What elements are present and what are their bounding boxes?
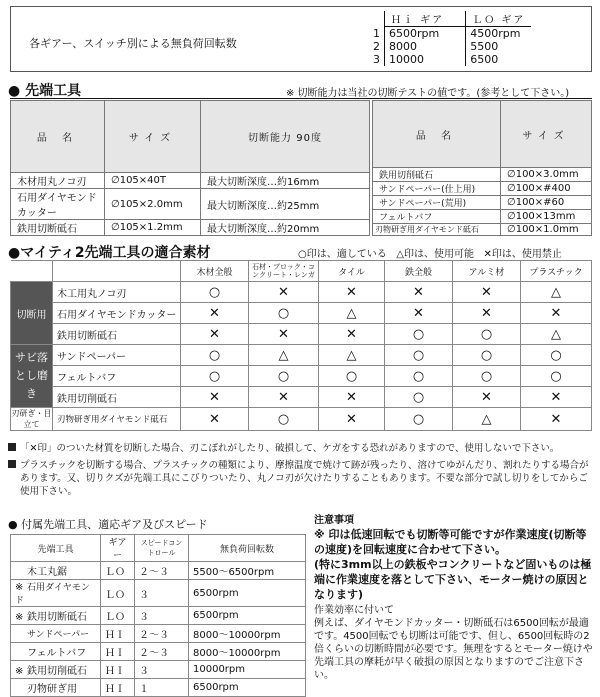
- acc-speed: ３: [135, 580, 189, 607]
- compat-mark: ○: [385, 366, 453, 387]
- acc-speed: ３: [135, 661, 189, 679]
- tool-size: ∅105×40T: [105, 173, 201, 189]
- acc-name-cell: [11, 679, 101, 697]
- compat-mark: △: [319, 345, 385, 366]
- blank-cell: [53, 261, 181, 282]
- col-header: 先端工具: [11, 535, 101, 562]
- col-header: サイズ: [105, 101, 201, 173]
- tool-size: ∅100×#60: [501, 196, 592, 210]
- acc-speed: ２〜３: [135, 562, 189, 580]
- caution-bold-2: (特に3mm以上の鉄板やコンクリートなど固いものは極端に作業速度を落として下さい、モーター焼けの原因となります): [314, 558, 592, 601]
- acc-rpm: 6500rpm: [189, 607, 306, 625]
- table-row: [11, 607, 306, 625]
- table-row: [11, 324, 592, 345]
- table-row: [11, 580, 306, 607]
- tool-cap: 最大切断深度…約16mm: [201, 173, 370, 189]
- notes: [8, 442, 592, 498]
- speed-row: [369, 40, 531, 53]
- caution-bold-1: ※ 印は低速回転でも切断等可能ですが作業速度(切断等の速度)を回転速度に合わせて下さい。: [314, 528, 587, 556]
- note-text: プラスチックを切断する場合、プラスチックの種類により、摩擦温度で焼けて跡が残ったり、溶けてゆがんだり、割れたりする場合があります。又、切りクズが先端工具にこびりついたり、丸ノコ刃が欠けたりすることもあります。不要な部分で試し切りをしてからご使用下さい。: [20, 460, 589, 497]
- tool-name: フェルトバフ: [53, 366, 181, 387]
- compat-mark: ○: [181, 345, 249, 366]
- acc-gear: ＨＩ: [101, 625, 135, 643]
- compat-mark: △: [521, 324, 592, 345]
- speed-box: [10, 6, 592, 72]
- tool-name: 刃物研ぎ用ダイヤモンド砥石: [53, 408, 181, 431]
- compat-mark: ✕: [453, 387, 521, 408]
- table-row: [11, 366, 592, 387]
- table-row: [11, 173, 370, 189]
- acc-name-cell: [11, 661, 101, 679]
- acc-title: ● 付属先端工具、適応ギア及びスピード: [8, 518, 208, 531]
- col-header: スピードコントロール: [135, 535, 189, 562]
- tool-size: ∅100×13mm: [501, 210, 592, 224]
- compat-mark: ○: [453, 324, 521, 345]
- table-row: [11, 220, 370, 236]
- tool-name: サンドペーパー(仕上用): [373, 182, 501, 196]
- acc-speed: ３: [135, 607, 189, 625]
- compat-mark: ○: [385, 387, 453, 408]
- table-row: [11, 643, 306, 661]
- tool-size: ∅105×1.2mm: [105, 220, 201, 236]
- compat-mark: ✕: [385, 282, 453, 303]
- tools-divider: [10, 98, 592, 99]
- note-item: [8, 459, 592, 498]
- col-header: 木材全般: [181, 261, 249, 282]
- note-text: 「✕印」のついた材質を切断した場合、刃こぼれがしたり、破損して、ケガをする恐れがありますので、使用しないで下さい。: [20, 443, 560, 454]
- acc-gear: ＬＯ: [101, 562, 135, 580]
- acc-name-cell: [11, 580, 101, 607]
- col-header: 品 名: [373, 101, 501, 168]
- compat-legend: [298, 245, 562, 260]
- compat-mark: ○: [521, 345, 592, 366]
- speed-lo: 4500rpm: [466, 27, 532, 41]
- acc-speed: ２〜３: [135, 625, 189, 643]
- compat-table: [10, 260, 592, 431]
- compat-mark: ✕: [453, 282, 521, 303]
- speed-n: 3: [373, 53, 380, 66]
- table-row: [11, 625, 306, 643]
- acc-name-cell: [11, 625, 101, 643]
- lo-header: ＬＯ ギア: [466, 11, 532, 27]
- tool-name: サンドペーパー: [53, 345, 181, 366]
- note-item: [8, 442, 592, 455]
- acc-mark: ※: [15, 666, 24, 677]
- compat-mark: ○: [249, 303, 319, 324]
- compat-mark: ○: [181, 282, 249, 303]
- col-header: アルミ材: [453, 261, 521, 282]
- tool-name: 鉄用切削砥石: [373, 168, 501, 182]
- compat-mark: ✕: [319, 387, 385, 408]
- compat-mark: ✕: [181, 408, 249, 431]
- table-row: [11, 387, 592, 408]
- acc-name: 鉄用切断砥石: [27, 612, 87, 623]
- col-header: ギアー: [101, 535, 135, 562]
- col-header: サイズ: [501, 101, 592, 168]
- col-header: 石材・ブロック・コンクリート・レンガ: [249, 261, 319, 282]
- speed-hi: 10000: [385, 53, 466, 66]
- tool-name: 鉄用切断砥石: [53, 324, 181, 345]
- acc-gear: ＨＩ: [101, 643, 135, 661]
- speed-row: [369, 53, 531, 66]
- acc-rpm: 6500rpm: [189, 679, 306, 697]
- acc-gear: ＨＩ: [101, 679, 135, 697]
- tools-title: ● 先端工具: [8, 83, 82, 99]
- col-header: 鉄全般: [385, 261, 453, 282]
- acc-mark: ※: [15, 582, 24, 593]
- speed-n: 1: [373, 26, 380, 40]
- speed-lo: 5500: [466, 40, 532, 53]
- compat-mark: ✕: [249, 387, 319, 408]
- tools-note: ※ 切断能力は当社の切断テストの値です。(参考として下さい。): [286, 88, 570, 99]
- compat-mark: ✕: [521, 303, 592, 324]
- acc-mark: ※: [15, 612, 24, 623]
- compat-mark: ✕: [319, 408, 385, 431]
- compat-mark: ○: [385, 345, 453, 366]
- compat-mark: ○: [249, 366, 319, 387]
- speed-n: 2: [373, 40, 380, 53]
- tool-name: 鉄用切削砥石: [53, 387, 181, 408]
- acc-rpm: 8000〜10000rpm: [189, 625, 306, 643]
- caution-body: 作業効率に付いて 例えば、ダイヤモンドカッター・切断砥石は6500回転が最適です。4500回転でも切断は可能です、但し、6500回転時の2倍くらいの切断時間が必要です。無理をするとモーター焼けや先端工具の摩耗が早く破損の原因となりますのでご注意下さい。: [314, 605, 593, 681]
- compat-mark: ✕: [249, 282, 319, 303]
- compat-mark: ○: [521, 366, 592, 387]
- acc-name-cell: [11, 607, 101, 625]
- legend-ok: ○印は、適している: [298, 249, 387, 260]
- group-label: サビ落とし磨き: [11, 345, 53, 408]
- compat-mark: ○: [249, 408, 319, 431]
- caution-title: 注意事項: [314, 515, 354, 526]
- blank-cell: [11, 261, 53, 282]
- table-row: [11, 408, 592, 431]
- left-tools-table: [10, 100, 370, 236]
- table-row: [11, 679, 306, 697]
- compat-mark: ○: [385, 408, 453, 431]
- tool-name: 木工用丸ノコ刃: [53, 282, 181, 303]
- acc-gear: ＨＩ: [101, 661, 135, 679]
- compat-mark: ✕: [385, 303, 453, 324]
- compat-mark: △: [453, 408, 521, 431]
- acc-name-cell: [11, 643, 101, 661]
- table-row: [11, 303, 592, 324]
- acc-name: 木工丸鋸: [27, 567, 67, 578]
- table-row: [373, 224, 592, 236]
- compat-mark: △: [319, 303, 385, 324]
- acc-name: フェルトバフ: [27, 648, 87, 659]
- compat-mark: ✕: [319, 282, 385, 303]
- speed-hi: 8000: [385, 40, 466, 53]
- tool-size: ∅100×3.0mm: [501, 168, 592, 182]
- speed-label: 各ギアー、スイッチ別による無負荷回転数: [29, 37, 237, 50]
- tool-name: 石用ダイヤモンドカッター: [11, 189, 105, 220]
- compat-mark: ✕: [521, 387, 592, 408]
- accessories-table: [10, 534, 306, 697]
- compat-mark: ○: [385, 324, 453, 345]
- acc-name-cell: [11, 562, 101, 580]
- compat-mark: ○: [453, 366, 521, 387]
- col-header: プラスチック: [521, 261, 592, 282]
- table-row: [373, 168, 592, 182]
- speed-table: [369, 11, 531, 66]
- acc-speed: ２〜３: [135, 643, 189, 661]
- col-header: 切断能力 90度: [201, 101, 370, 173]
- table-row: [11, 189, 370, 220]
- table-row: [11, 345, 592, 366]
- compat-mark: ○: [319, 366, 385, 387]
- tool-name: フェルトバフ: [373, 210, 501, 224]
- acc-name: サンドペーパー: [27, 630, 90, 640]
- tool-name: 木材用丸ノコ刃: [11, 173, 105, 189]
- right-tools-table: [372, 100, 592, 236]
- speed-lo: 6500: [466, 53, 532, 66]
- compat-mark: ✕: [521, 408, 592, 431]
- col-header: 品 名: [11, 101, 105, 173]
- compat-mark: ✕: [181, 303, 249, 324]
- compat-mark: ✕: [181, 324, 249, 345]
- legend-possible: △印は、使用可能: [396, 249, 474, 260]
- tool-name: 石用ダイヤモンドカッター: [53, 303, 181, 324]
- acc-name: 刃物研ぎ用: [27, 684, 77, 695]
- table-row: [11, 661, 306, 679]
- legend-forbidden: ✕印は、使用禁止: [483, 249, 562, 260]
- table-row: [11, 562, 306, 580]
- group-label: 切断用: [11, 282, 53, 345]
- speed-row: [369, 27, 531, 41]
- tool-size: ∅100×1.0mm: [501, 224, 592, 236]
- acc-speed: １: [135, 679, 189, 697]
- table-row: [373, 210, 592, 224]
- compat-mark: △: [521, 282, 592, 303]
- acc-rpm: 10000rpm: [189, 661, 306, 679]
- tool-name: 鉄用切断砥石: [11, 220, 105, 236]
- table-row: [373, 182, 592, 196]
- table-row: [373, 196, 592, 210]
- tool-size: ∅100×#400: [501, 182, 592, 196]
- compat-title: ●マイティ2先端工具の適合素材: [8, 245, 211, 261]
- acc-gear: ＬＯ: [101, 607, 135, 625]
- compat-mark: ○: [453, 345, 521, 366]
- caution-box: [314, 514, 594, 682]
- table-row: [11, 282, 592, 303]
- col-header: 無負荷回転数: [189, 535, 306, 562]
- acc-rpm: 5500〜6500rpm: [189, 562, 306, 580]
- compat-mark: ✕: [319, 324, 385, 345]
- acc-rpm: 6500rpm: [189, 580, 306, 607]
- tool-name: 刃物研ぎ用ダイヤモンド砥石: [373, 224, 501, 236]
- hi-header: Ｈｉ ギア: [385, 11, 466, 27]
- tool-cap: 最大切断深度…約25mm: [201, 189, 370, 220]
- acc-name: 石用ダイヤモンド: [15, 583, 90, 606]
- acc-name: 鉄用切削砥石: [27, 666, 87, 677]
- group-label: 刃研ぎ・目立て: [11, 409, 52, 429]
- compat-mark: ○: [181, 366, 249, 387]
- compat-mark: ✕: [249, 324, 319, 345]
- compat-mark: △: [249, 345, 319, 366]
- acc-rpm: 8000〜10000rpm: [189, 643, 306, 661]
- col-header: タイル: [319, 261, 385, 282]
- tool-cap: 最大切断深度…約20mm: [201, 220, 370, 236]
- compat-mark: ✕: [181, 387, 249, 408]
- tool-size: ∅105×2.0mm: [105, 189, 201, 220]
- acc-gear: ＬＯ: [101, 580, 135, 607]
- tool-name: サンドペーパー(荒用): [373, 196, 501, 210]
- compat-mark: ✕: [453, 303, 521, 324]
- speed-hi: 6500rpm: [385, 27, 466, 41]
